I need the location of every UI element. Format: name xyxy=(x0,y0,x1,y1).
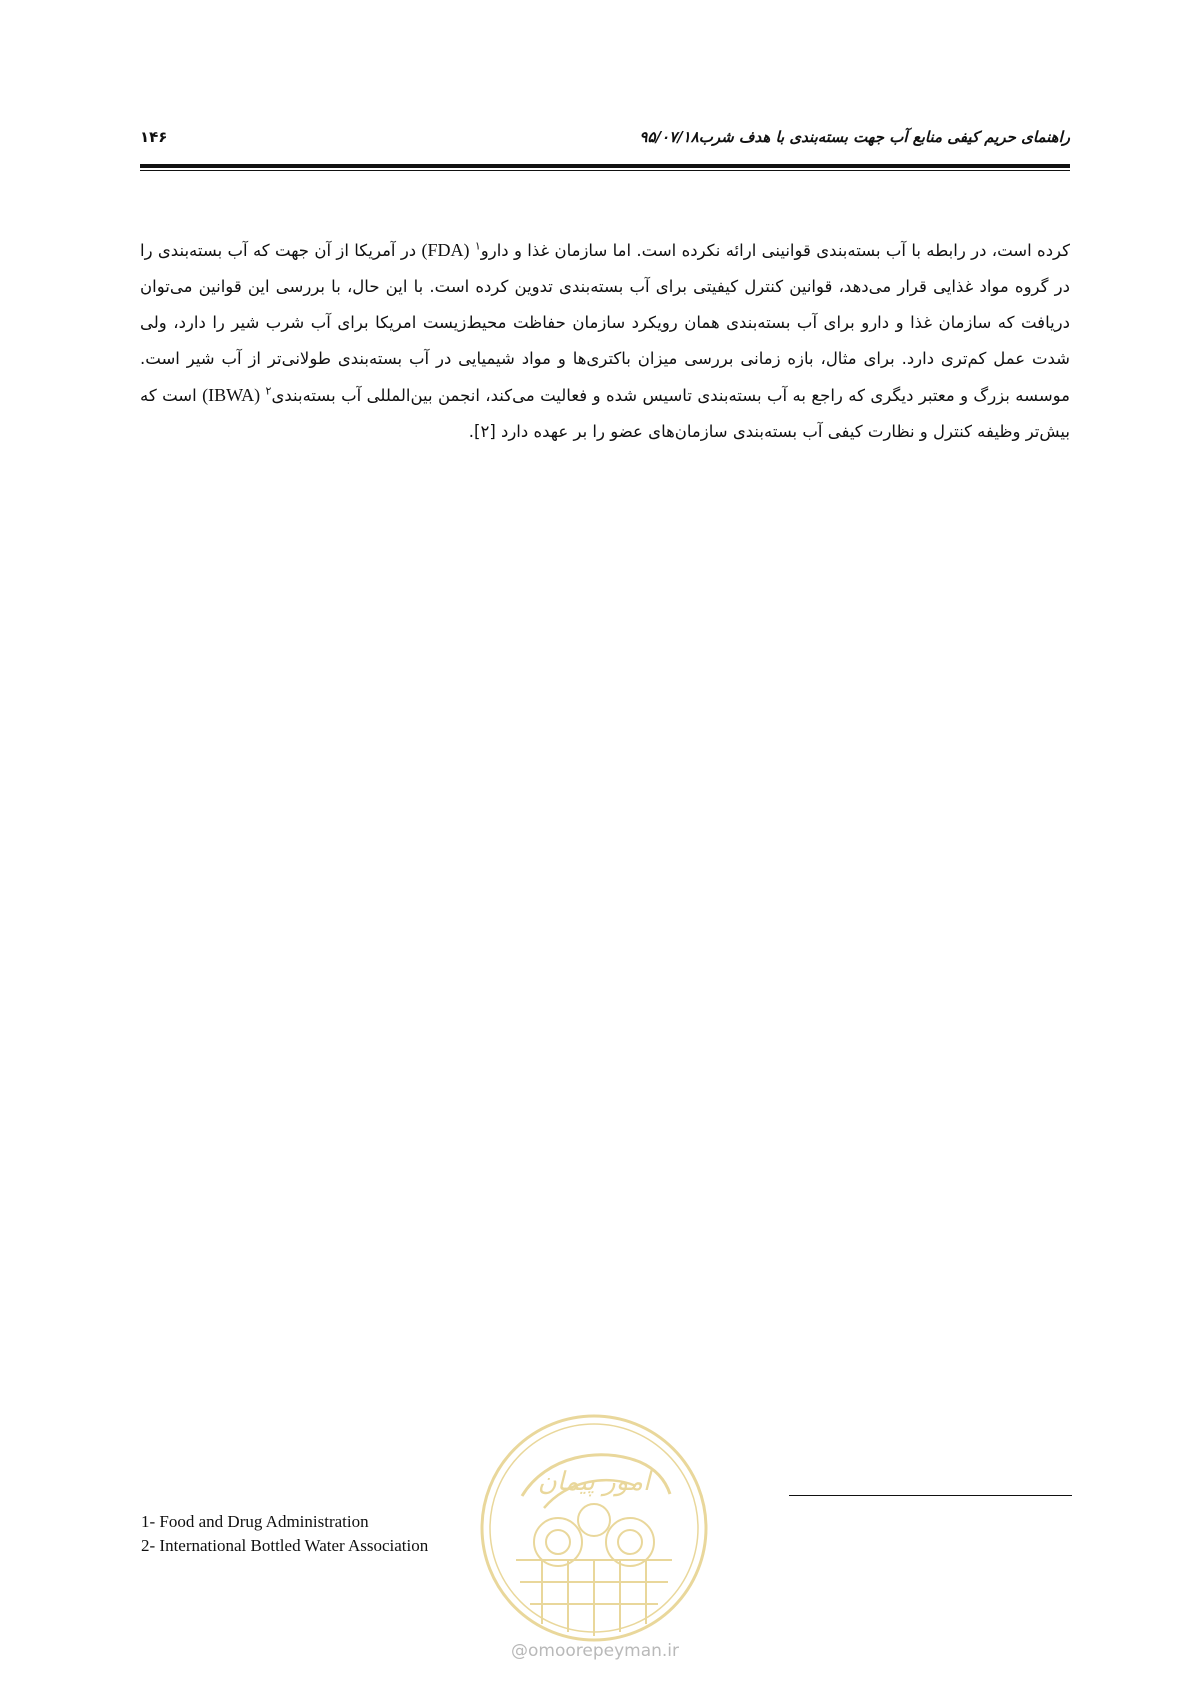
running-title xyxy=(609,128,1070,146)
watermark-url: @omoorepeyman.ir xyxy=(510,1641,680,1661)
watermark-logo xyxy=(476,1410,712,1646)
page-number: ۱۴۶ xyxy=(140,128,168,146)
footnote-2: 2- International Bottled Water Association xyxy=(141,1536,429,1555)
page-header xyxy=(140,126,1070,152)
header-date: ۹۵/۰۷/۱۸ xyxy=(639,128,699,146)
header-rule-thick xyxy=(140,164,1070,168)
acronym-fda: (FDA) xyxy=(421,239,470,260)
paragraph-segment-1: کرده است، در رابطه با آب بسته‌بندی قوانینی ارائه نکرده است. اما سازمان غذا و دارو xyxy=(480,240,1071,260)
paragraph-segment-3: است که بیش‌تر وظیفه کنترل و نظارت کیفی آب بسته‌بندی سازمان‌های عضو را بر عهده دارد [۲]. xyxy=(140,385,1070,441)
footnote-1: 1- Food and Drug Administration xyxy=(141,1512,369,1531)
watermark-logo-text: امور پیمان xyxy=(537,1467,651,1497)
footnote-separator xyxy=(789,1495,1072,1496)
footnotes xyxy=(141,1510,428,1558)
header-rule-thin xyxy=(140,170,1070,171)
header-title: راهنمای حریم کیفی منابع آب جهت بسته‌بندی با هدف شرب xyxy=(698,128,1070,146)
footnote-ref-1: ۱ xyxy=(474,239,481,252)
acronym-ibwa: (IBWA) xyxy=(202,384,261,405)
body-paragraph xyxy=(140,232,1070,450)
footnote-ref-2: ۲ xyxy=(265,384,272,397)
paragraph-segment-2: در آمریکا از آن جهت که آب بسته‌بندی را در گروه مواد غذایی قرار می‌دهد، قوانین کنترل کیفیتی برای آب بسته‌بندی تدوین کرده است. با این حال، با بررسی این قوانین می‌توان دریافت که سازمان غذا و دارو برای آب بسته‌بندی همان رویکرد سازمان حفاظت محیط‌زیست امریکا برای آب شرب شیر را دارد، ولی شدت عمل کم‌تری دارد. برای مثال، بازه زمانی بررسی میزان باکتری‌ها و مواد شیمیایی در آب بسته‌بندی طولانی‌تر از آب شیر است. موسسه بزرگ و معتبر دیگری که راجع به آب بسته‌بندی تاسیس شده و فعالیت می‌کند، انجمن بین‌المللی آب بسته‌بندی xyxy=(140,240,1071,405)
